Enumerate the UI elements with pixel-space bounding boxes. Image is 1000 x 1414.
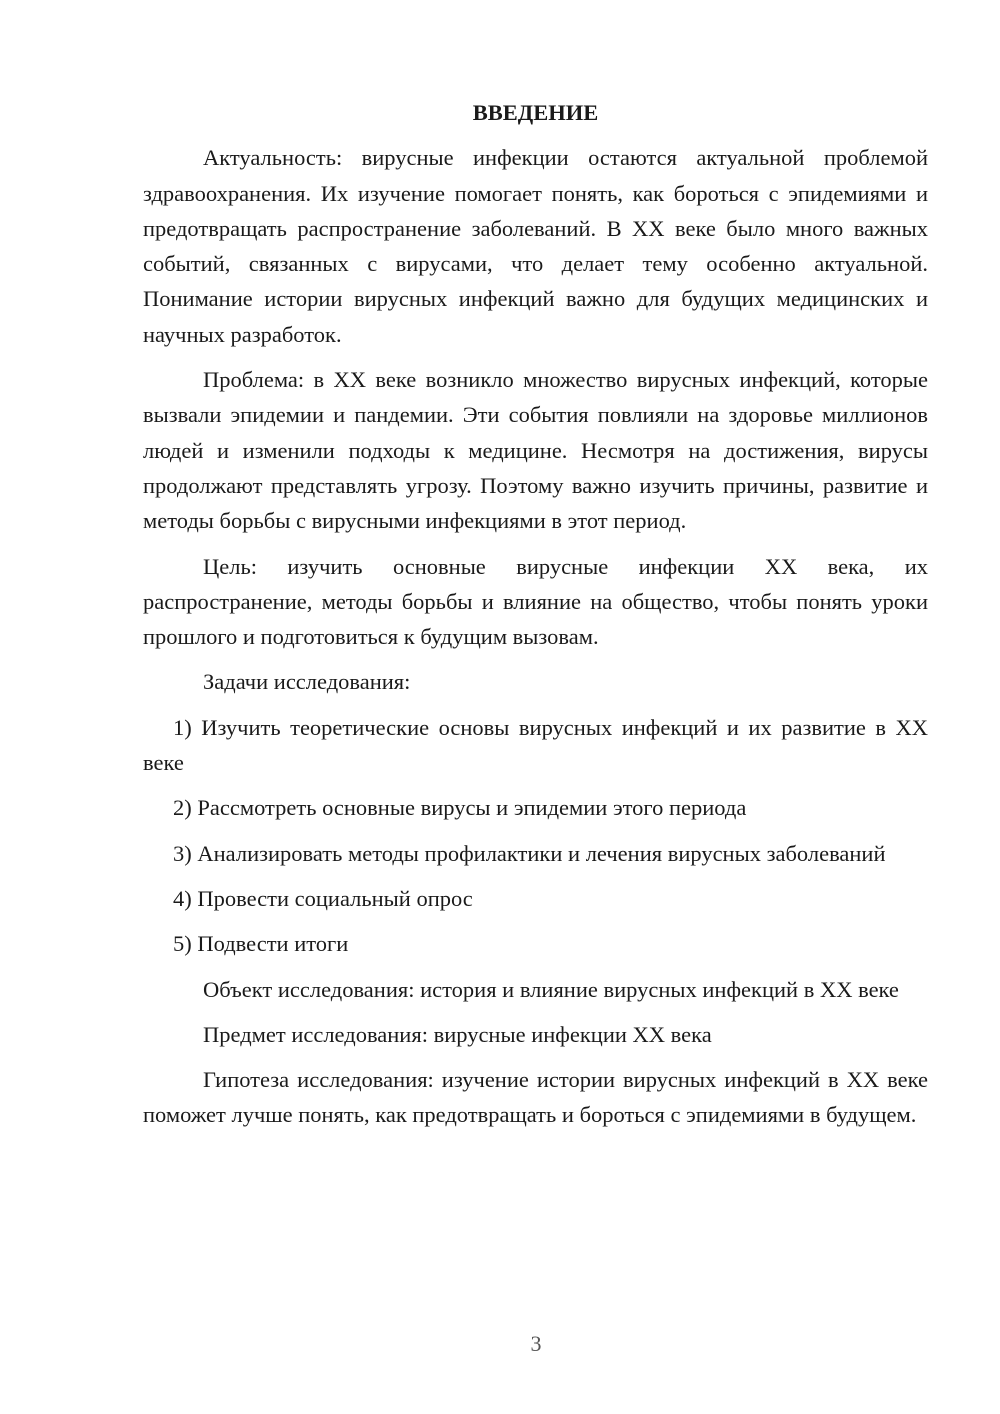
task-item: 5) Подвести итоги — [173, 931, 349, 957]
task-item: 4) Провести социальный опрос — [173, 885, 473, 911]
paragraph-goal: Цель: изучить основные вирусные инфекции XX века, их распространение, методы борьбы и влияние на общество, чтобы понять уроки прошлого и подготовиться к будущим вызовам. — [143, 553, 928, 650]
paragraph-tasks-heading: Задачи исследования: — [203, 669, 411, 695]
task-item: 3) Анализировать методы профилактики и лечения вирусных заболеваний — [173, 840, 886, 866]
section-title: ВВЕДЕНИЕ — [472, 100, 599, 125]
task-item: 1) Изучить теоретические основы вирусных инфекций и их развитие в XX веке — [143, 714, 928, 776]
page-number: 3 — [530, 1331, 542, 1356]
paragraph-subject: Предмет исследования: вирусные инфекции XX века — [203, 1021, 712, 1047]
paragraph-problem: Проблема: в XX веке возникло множество вирусных инфекций, которые вызвали эпидемии и пандемии. Эти события повлияли на здоровье миллионов людей и изменили подходы к медицине. Несмотря на достижения, вирусы продолжают представлять угрозу. Поэтому важно изучить причины, развитие и методы борьбы с вирусными инфекциями в этот период. — [143, 367, 928, 534]
paragraph-object: Объект исследования: история и влияние вирусных инфекций в XX веке — [203, 976, 899, 1002]
page-content — [143, 95, 928, 1143]
task-item: 2) Рассмотреть основные вирусы и эпидемии этого периода — [173, 795, 747, 821]
paragraph-relevance: Актуальность: вирусные инфекции остаются актуальной проблемой здравоохранения. Их изучение помогает понять, как бороться с эпидемиями и предотвращать распространение заболеваний. В XX веке было много важных событий, связанных с вирусами, что делает тему особенно актуальной. Понимание истории вирусных инфекций важно для будущих медицинских и научных разработок. — [143, 145, 928, 347]
paragraph-hypothesis: Гипотеза исследования: изучение истории вирусных инфекций в XX веке поможет лучше понять, как предотвращать и бороться с эпидемиями в будущем. — [143, 1067, 928, 1128]
